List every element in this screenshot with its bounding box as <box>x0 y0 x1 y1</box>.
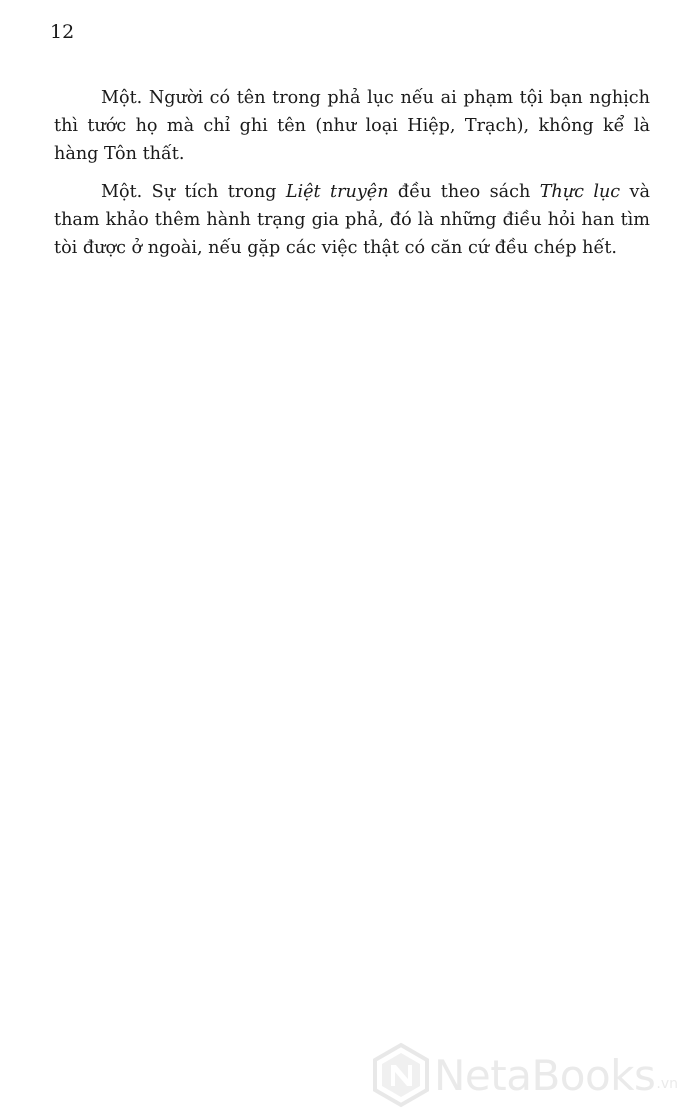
body-text <box>54 84 650 272</box>
paragraph-2-text-b: đều theo sách <box>388 182 540 202</box>
watermark <box>372 1042 678 1108</box>
paragraph-2-text-c: và tham khảo thêm hành trạng gia phả, đó là những điều hỏi han tìm tòi được ở ngoài, nếu gặp các việc thật có căn cứ đều chép hết. <box>54 182 650 258</box>
page-number: 12 <box>50 21 75 43</box>
paragraph-1-text: Một. Người có tên trong phả lục nếu ai phạm tội bạn nghịch thì tước họ mà chỉ ghi tên (như loại Hiệp, Trạch), không kể là hàng Tôn thất. <box>54 88 650 164</box>
book-title-liet-truyen: Liệt truyện <box>285 182 389 202</box>
paragraph-2-text-a: Một. Sự tích trong <box>101 182 286 202</box>
paragraph-1 <box>54 84 650 168</box>
paragraph-2 <box>54 178 650 262</box>
netabooks-logo-icon <box>372 1042 430 1108</box>
book-title-thuc-luc: Thực lục <box>539 182 621 202</box>
watermark-brand-text: NetaBooks <box>434 1050 656 1100</box>
watermark-suffix-text: .vn <box>656 1076 678 1092</box>
